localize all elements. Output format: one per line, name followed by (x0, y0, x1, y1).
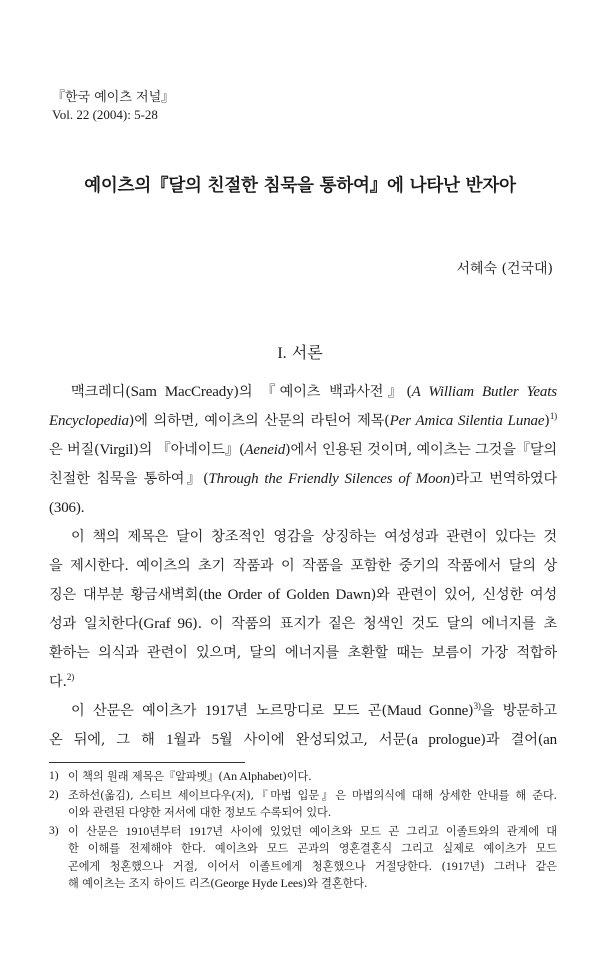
section-title: 서론 (291, 343, 323, 362)
footnote-line: 이 책의 원래 제목은『알파벳』(An Alphabet)이다. (68, 769, 312, 783)
body-text (49, 378, 557, 755)
journal-name: 『한국 예이츠 저널』 (52, 90, 175, 105)
footnote-2 (49, 787, 557, 822)
article-title: 예이츠의『달의 친절한 침묵을 통하여』에 나타난 반자아 (84, 176, 516, 196)
text-line: 이 산문은 예이츠가 1917년 노르망디로 모드 곤(Maud Gonne)$^{3)}$을 방문하고 (71, 701, 557, 719)
footnote-3 (49, 823, 557, 893)
footnote-line: 이 산문은 1910년부터 1917년 사이에 있었던 예이츠와 모드 곤 그리고 이졸트와의 관계에 대 (68, 823, 558, 838)
text-line: 이 책의 제목은 달이 창조적인 영감을 상징하는 여성성과 관련이 있다는 것 (71, 529, 557, 545)
text-line: 환하는 의식과 관련이 있으며, 달의 에너지를 초환할 때는 보름이 가장 적합하 (49, 645, 557, 661)
text-line: 온 뒤에, 그 해 1월과 5월 사이에 완성되었고, 서문(a prologue)과 결어(an (49, 732, 557, 748)
text-line: 성과 일치한다(Graf 96). 이 작품의 표지가 짙은 청색인 것도 달의 에너지를 초 (49, 616, 558, 632)
footnote-ref-1[interactable]: 1) (549, 411, 558, 421)
text-line: 맥크레디(Sam MacCready)의 『예이츠 백과사전』(A William Butler Yeats (71, 384, 557, 400)
footnote-line: 이와 관련된 다양한 저서에 대한 정보도 수록되어 있다. (68, 806, 332, 819)
footnote-line: 곤에게 청혼했으나 거절, 이어서 이졸트에게 청혼했으나 거절당한다. (1917년) 그러나 같은 (68, 858, 558, 873)
text-line: (306). (49, 500, 85, 516)
footnote-ref-2[interactable]: 2) (66, 672, 75, 682)
footnote-line: 해 예이츠는 조지 하이드 리즈(George Hyde Lees)와 결혼한다. (68, 876, 368, 890)
text-line: Encyclopedia)에 의하면, 예이츠의 산문의 라틴어 제목(Per Amica Silentia Lunae)$^{1)}$ (49, 411, 558, 429)
footnote-number: 3) (49, 824, 59, 837)
footnote-line: 조하선(옮김), 스티브 세이브다우(저),『마법 입문』은 마법의식에 대해 상세한 안내를 해 준다. (68, 788, 557, 802)
text-line: 다.$^{2)}$ (49, 672, 75, 690)
section-number: I. (277, 345, 287, 362)
text-line: 은 버질(Virgil)의 『아네이드』(Aeneid)에서 인용된 것이며, 예이츠는 그것을『달의 (49, 442, 557, 458)
footnote-1 (49, 768, 557, 786)
text-line: 을 제시한다. 예이츠의 초기 작품과 이 작품을 포함한 중기의 작품에서 달의 상 (49, 558, 557, 574)
footnote-number: 1) (49, 770, 59, 782)
section-heading (0, 340, 600, 363)
author-affiliation: 서혜숙 (건국대) (456, 261, 553, 277)
text-line: 징은 대부분 황금새벽회(the Order of Golden Dawn)와 관련이 있어, 신성한 여성 (49, 587, 557, 603)
volume-info: Vol. 22 (2004): 5-28 (52, 107, 158, 122)
text-line: 친절한 침묵을 통하여』(Through the Friendly Silences of Moon)라고 번역하였다 (49, 471, 558, 487)
footnote-number: 2) (49, 788, 59, 801)
footnote-line: 한 이해를 전제해야 한다. 예이츠와 모드 곤과의 영혼결혼식 그리고 실제로 예이츠가 모드 (68, 842, 557, 855)
footnote-ref-3[interactable]: 3) (473, 701, 481, 711)
footnote-divider (49, 762, 245, 763)
footnotes (49, 768, 557, 894)
